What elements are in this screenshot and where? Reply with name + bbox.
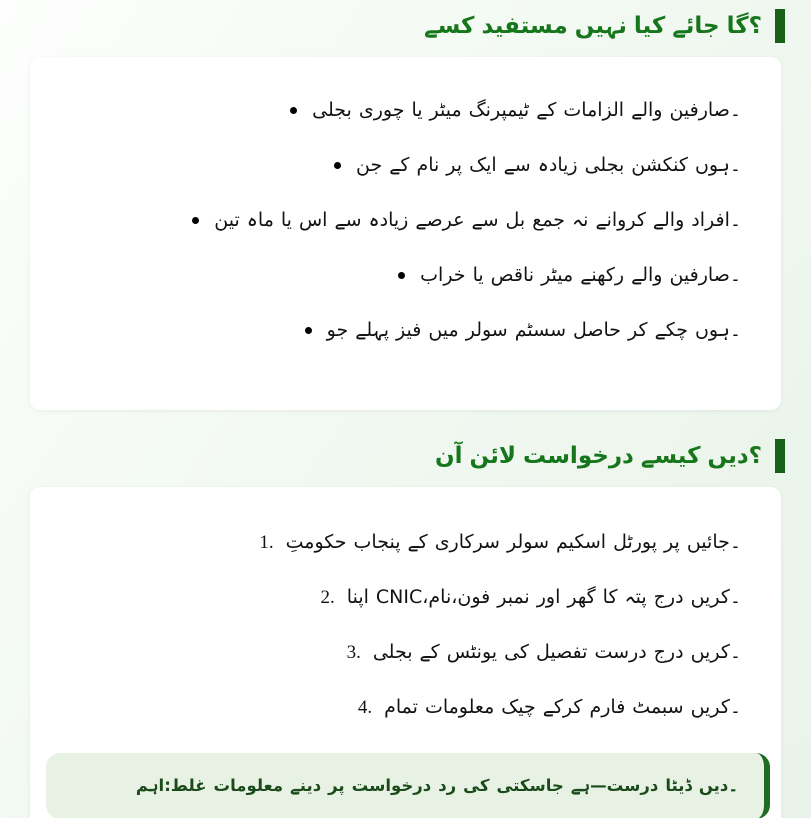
list-item <box>70 637 741 668</box>
exclusions-heading-text: کسے مستفید نہیں کیا جائے گا؟ <box>424 13 762 39</box>
list-item <box>70 527 741 558</box>
apply-heading <box>0 438 811 474</box>
list-item <box>70 205 741 235</box>
list-item-text: اپنا CNIC،نام،فون نمبر اور گھر کا پتہ درج کریں۔ <box>346 586 741 608</box>
important-note <box>46 753 770 818</box>
list-item-text: حکومتِ پنجاب کے سرکاری سولر اسکیم پورٹل پر جائیں۔ <box>285 531 741 553</box>
important-note-text: اہم:غلط معلومات دینے پر درخواست رد کی جاسکتی ہے—درست ڈیٹا دیں۔ <box>135 776 738 795</box>
bullet-icon <box>305 327 312 334</box>
heading-accent-bar <box>775 9 785 43</box>
bullet-icon <box>334 162 341 169</box>
list-item-text: بجلی کے یونٹس کی تفصیل درست درج کریں۔ <box>372 641 741 663</box>
section-exclusions <box>0 8 811 410</box>
step-number: 4. <box>357 697 373 718</box>
bullet-icon <box>398 272 405 279</box>
apply-card <box>30 487 781 818</box>
list-item-text: خراب یا ناقص میٹر رکھنے والے صارفین۔ <box>420 264 741 286</box>
step-number: 2. <box>320 587 335 608</box>
list-item <box>70 315 741 345</box>
bullet-icon <box>192 217 199 224</box>
list-item-text: جن کے نام پر ایک سے زیادہ بجلی کنکشن ہوں۔ <box>356 154 741 176</box>
list-item-text: تین ماہ یا اس سے زیادہ عرصے سے بل جمع نہ کروانے والے افراد۔ <box>214 209 741 231</box>
exclusions-list <box>70 95 741 345</box>
list-item-text: تمام معلومات چیک کرکے فارم سبمٹ کریں۔ <box>384 696 741 718</box>
exclusions-card <box>30 57 781 410</box>
list-item <box>70 692 741 723</box>
heading-accent-bar <box>775 439 785 473</box>
list-item-text: جو پہلے فیز میں سولر سسٹم حاصل کر چکے ہوں۔ <box>326 319 741 341</box>
list-item-text: بجلی چوری یا میٹر ٹیمپرنگ کے الزامات والے صارفین۔ <box>312 99 741 121</box>
step-number: 1. <box>259 532 274 553</box>
step-number: 3. <box>346 642 361 663</box>
list-item <box>70 260 741 290</box>
section-how-to-apply <box>0 438 811 818</box>
bullet-icon <box>290 107 297 114</box>
apply-heading-text: آن لائن درخواست کیسے دیں؟ <box>434 443 762 469</box>
list-item <box>70 582 741 613</box>
list-item <box>70 150 741 180</box>
exclusions-heading <box>0 8 811 44</box>
apply-steps-list <box>70 527 741 723</box>
list-item <box>70 95 741 125</box>
